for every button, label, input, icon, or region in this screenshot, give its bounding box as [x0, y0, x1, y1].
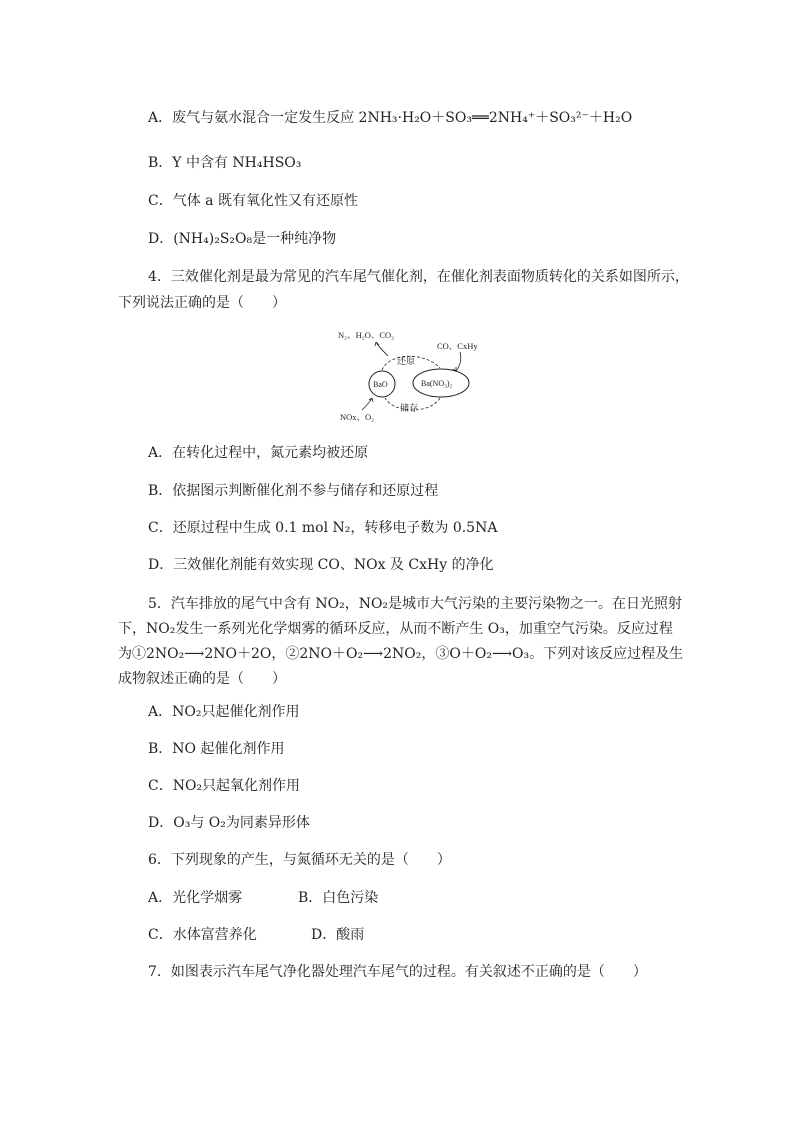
- diagram-reduce-label: 还原: [397, 356, 416, 366]
- nox-arrow: [362, 398, 372, 410]
- q5-stem-line1: 5．汽车排放的尾气中含有 NO₂，NO₂是城市大气污染的主要污染物之一。在日光照射: [148, 596, 683, 612]
- q6-option-a: A．光化学烟雾: [148, 890, 243, 906]
- diagram-store-label: 储存: [400, 403, 419, 413]
- bano3-label: Ba(NO₃)₂: [421, 379, 453, 388]
- diagram-nox-label: NOx、O₂: [340, 412, 375, 422]
- q6-option-d: D．酸雨: [311, 927, 365, 943]
- q7-stem: 7．如图表示汽车尾气净化器处理汽车尾气的过程。有关叙述不正确的是（ ）: [148, 964, 647, 980]
- q5-stem-line4: 成物叙述正确的是（ ）: [118, 671, 286, 687]
- q5-stem-line2: 下，NO₂发生一系列光化学烟雾的循环反应，从而不断产生 O₃，加重空气污染。反应过程: [118, 621, 673, 637]
- q3-option-d: D．(NH₄)₂S₂O₈是一种纯净物: [148, 231, 337, 247]
- reductants-arrow: [456, 352, 461, 371]
- q4-option-b: B．依据图示判断催化剂不参与储存和还原过程: [148, 483, 439, 499]
- bao-label: BaO: [373, 380, 388, 389]
- q4-option-a: A．在转化过程中，氮元素均被还原: [148, 445, 369, 461]
- q3-option-c: C．气体 a 既有氧化性又有还原性: [148, 193, 358, 209]
- catalyst-diagram: [330, 322, 500, 432]
- q5-option-a: A．NO₂只起催化剂作用: [148, 704, 300, 720]
- q4-option-d: D．三效催化剂能有效实现 CO、NOx 及 CxHy 的净化: [148, 557, 494, 573]
- q4-stem-line1: 4．三效催化剂是最为常见的汽车尾气催化剂，在催化剂表面物质转化的关系如图所示，: [148, 269, 689, 285]
- q6-option-b: B．白色污染: [298, 890, 379, 906]
- q6-stem: 6．下列现象的产生，与氮循环无关的是（ ）: [148, 852, 451, 868]
- diagram-reductants-label: CO、CxHy: [437, 341, 478, 351]
- q5-option-b: B．NO 起催化剂作用: [148, 741, 285, 757]
- q4-option-c: C．还原过程中生成 0.1 mol N₂，转移电子数为 0.5NA: [148, 520, 498, 536]
- q3-option-b: B．Y 中含有 NH₄HSO₃: [148, 155, 302, 171]
- q4-stem-line2: 下列说法正确的是（ ）: [118, 295, 286, 311]
- diagram-products-label: N₂、H₂O、CO₂: [338, 330, 395, 340]
- q5-option-c: C．NO₂只起氧化剂作用: [148, 778, 301, 794]
- q5-option-d: D．O₃与 O₂为同素异形体: [148, 815, 310, 831]
- q6-option-c: C．水体富营养化: [148, 927, 257, 943]
- q5-stem-line3: 为①2NO₂⟶2NO＋2O，②2NO＋O₂⟶2NO₂，③O＋O₂⟶O₃。下列对该反应过程及生: [118, 646, 684, 662]
- q3-option-a: A．废气与氨水混合一定发生反应 2NH₃·H₂O＋SO₃══2NH₄⁺＋SO₃²⁻＋H₂O: [148, 110, 633, 126]
